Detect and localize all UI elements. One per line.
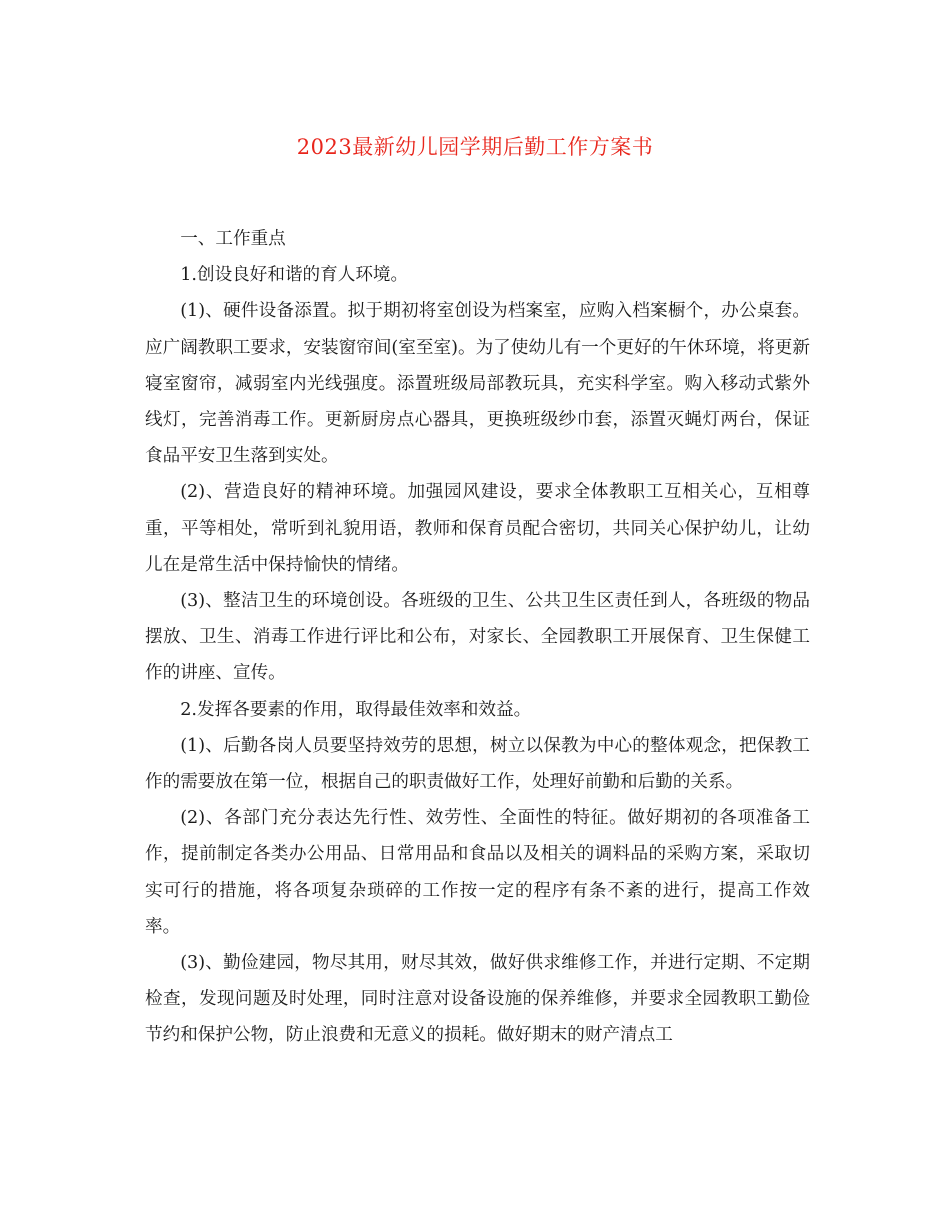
document-title: 2023最新幼儿园学期后勤工作方案书	[296, 135, 654, 159]
paragraph: (1)、硬件设备添置。拟于期初将室创设为档案室，应购入档案橱个，办公桌套。应广阔教职工要求，安装窗帘间(室至室)。为了使幼儿有一个更好的午休环境，将更新寝室窗帘，减弱室内光线强度。添置班级局部教玩具，充实科学室。购入移动式紫外线灯，完善消毒工作。更新厨房点心器具，更换班级纱巾套，添置灭蝇灯两台，保证食品平安卫生落到实处。	[145, 301, 810, 467]
subsection-heading: 1.创设良好和谐的育人环境。	[180, 265, 409, 286]
paragraph: (2)、营造良好的精神环境。加强园风建设，要求全体教职工互相关心，互相尊重，平等相处，常听到礼貌用语，教师和保育员配合密切，共同关心保护幼儿，让幼儿在是常生活中保持愉快的情绪。	[145, 482, 810, 575]
paragraph: (3)、勤俭建园，物尽其用，财尽其效，做好供求维修工作，并进行定期、不定期检查，发现问题及时处理，同时注意对设备设施的保养维修，并要求全园教职工勤俭节约和保护公物，防止浪费和无意义的损耗。做好期末的财产清点工	[145, 953, 810, 1046]
subsection-heading: 2.发挥各要素的作用，取得最佳效率和效益。	[180, 699, 532, 720]
paragraph: (1)、后勤各岗人员要坚持效劳的思想，树立以保教为中心的整体观念，把保教工作的需要放在第一位，根据自己的职责做好工作，处理好前勤和后勤的关系。	[145, 735, 810, 793]
section-heading: 一、工作重点	[180, 229, 286, 249]
paragraph: (3)、整洁卫生的环境创设。各班级的卫生、公共卫生区责任到人，各班级的物品摆放、卫生、消毒工作进行评比和公布，对家长、全园教职工开展保育、卫生保健工作的讲座、宣传。	[145, 591, 810, 684]
paragraph: (2)、各部门充分表达先行性、效劳性、全面性的特征。做好期初的各项准备工作，提前制定各类办公用品、日常用品和食品以及相关的调料品的采购方案，采取切实可行的措施，将各项复杂琐碎的工作按一定的程序有条不紊的进行，提高工作效率。	[145, 808, 810, 937]
document-body	[145, 221, 810, 1054]
